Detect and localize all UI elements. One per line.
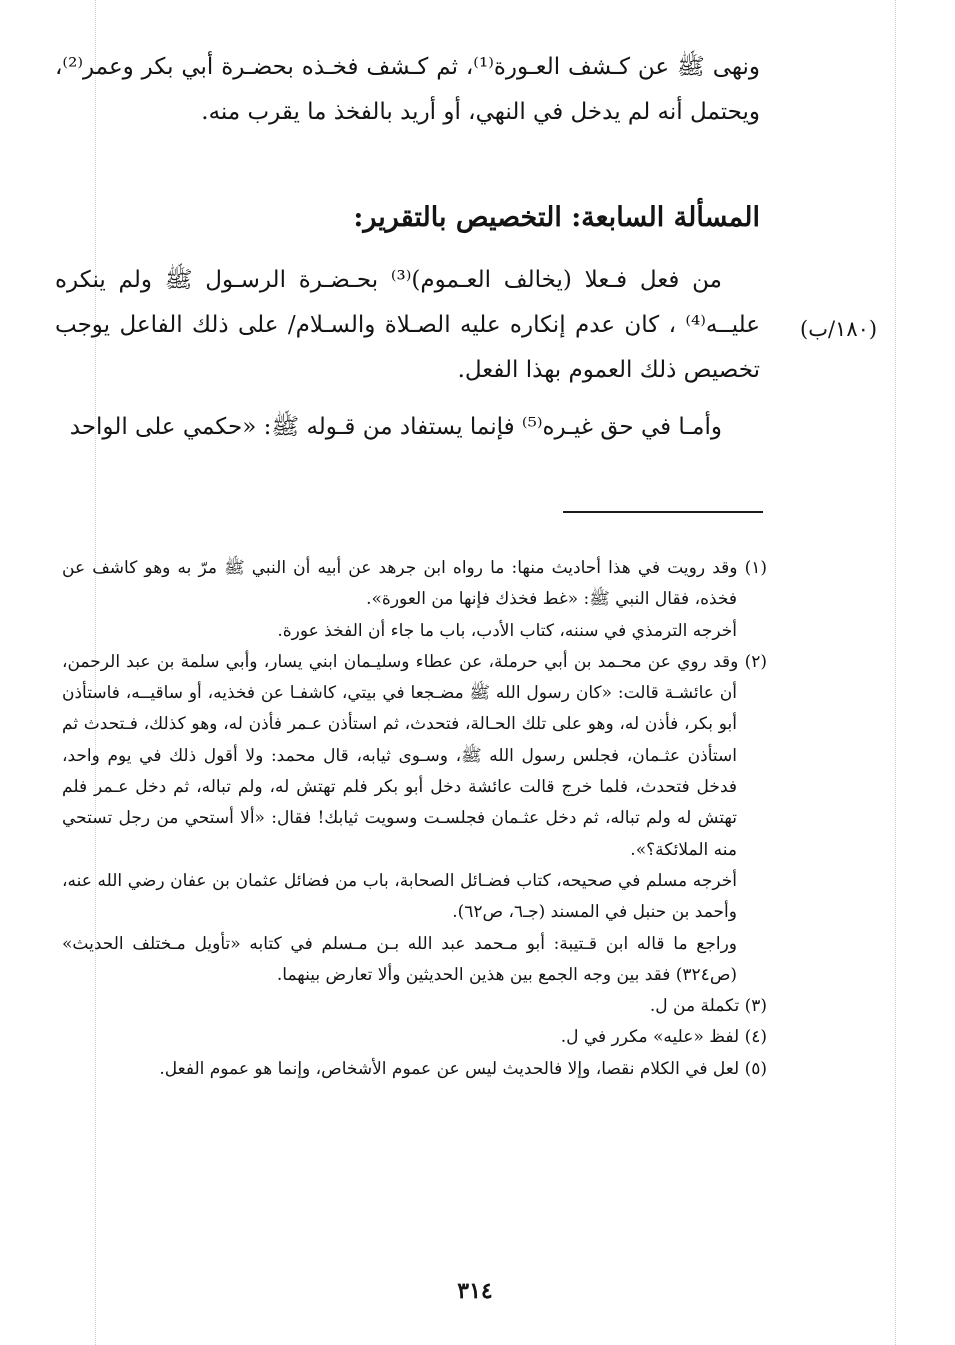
- footnote-1: (١) وقد رويت في هذا أحاديث منها: ما رواه ابن جرهد عن أبيه أن النبي ﷺ مرّ به وهو كاشف عن فخذه، فقال النبي ﷺ: «غط فخذك فإنها من العورة».: [62, 558, 767, 610]
- footnote-3: (٣) تكملة من ل.: [649, 996, 767, 1017]
- manuscript-folio-marker: (١٨٠/ب): [800, 317, 878, 341]
- scan-artifact-line: [895, 0, 896, 1345]
- footnote-2-source: أخرجه مسلم في صحيحه، كتاب فضـائل الصحابة، باب من فضائل عثمان بن عفان رضي الله عنه، وأحمد بن حنبل في المسند (جـ٦، ص٦٢).: [62, 870, 737, 923]
- footnote-separator: [563, 511, 763, 513]
- page-number: ٣١٤: [457, 1278, 493, 1304]
- footnote-5: (٥) لعل في الكلام نقصا، وإلا فالحديث ليس عن عموم الأشخاص، وإنما هو عموم الفعل.: [159, 1058, 767, 1079]
- footnote-2-reference: وراجع ما قاله ابن قـتيبة: أبو مـحمد عبد الله بـن مـسلم في كتابه «تأويل مـختلف الحديث» (ص٣٢٤) فقد بين وجه الجمع بين هذين الحديثين وألا تعارض بينهما.: [62, 933, 737, 985]
- section-heading: المسألة السابعة: التخصيص بالتقرير:: [353, 202, 760, 233]
- footnote-2: (٢) وقد روي عن محـمد بن أبي حرملة، عن عطاء وسليـمان ابني يسار، وأبي سلمة بن عبد الرحمن، أن عائشـة قالت: «كان رسول الله ﷺ مضـجعا في بيتي، كاشفـا عن فخذيه، أو ساقيــه، فاستأذن أبو بكر، فأذن له، وهو على تلك الحـالة، فتحدث، ثم استأذن عـمر فأذن له، وهو كذلك، فـتحدث ثم استأذن عثـمان، فجلس رسول الله ﷺ، وسـوى ثيابه، قال محمد: ولا أقول ذلك في يوم واحد، فدخل فتحدث، فلما خرج قالت عائشة دخل أبو بكر فلم تهتش له، ولم تباله، ثم دخل عـمر فلم تهتش له ولم تباله، ثم دخل عثـمان فجلسـت وسويت ثيابك! فقال: «ألا أستحي من رجل تستحي منه الملائكة؟».: [62, 651, 767, 860]
- body-paragraph-2: من فعل فـعلا (يخالف العـموم)⁽³⁾ بحـضـرة الرسـول ﷺ ولم ينكره عليــه⁽⁴⁾ ، كان عدم إنكاره عليه الصـلاة والسـلام/ على ذلك الفاعل يوجب تخصيص ذلك العموم بهذا الفعل.: [55, 267, 760, 383]
- footnote-4: (٤) لفظ «عليه» مكرر في ل.: [560, 1027, 767, 1048]
- footnote-1-source: أخرجه الترمذي في سننه، كتاب الأدب، باب ما جاء أن الفخذ عورة.: [277, 620, 737, 641]
- body-paragraph-3: وأمـا في حق غيـره⁽⁵⁾ فإنما يستفاد من قـوله ﷺ: «حكمي على الواحد: [69, 414, 722, 440]
- footnotes: [62, 553, 767, 1085]
- body-paragraph-1: ونهى ﷺ عن كـشف العـورة⁽¹⁾، ثم كـشف فخـذه بحضـرة أبي بكر وعمر⁽²⁾، ويحتمل أنه لم يدخل في النهي، أو أريد بالفخذ ما يقرب منه.: [55, 54, 760, 125]
